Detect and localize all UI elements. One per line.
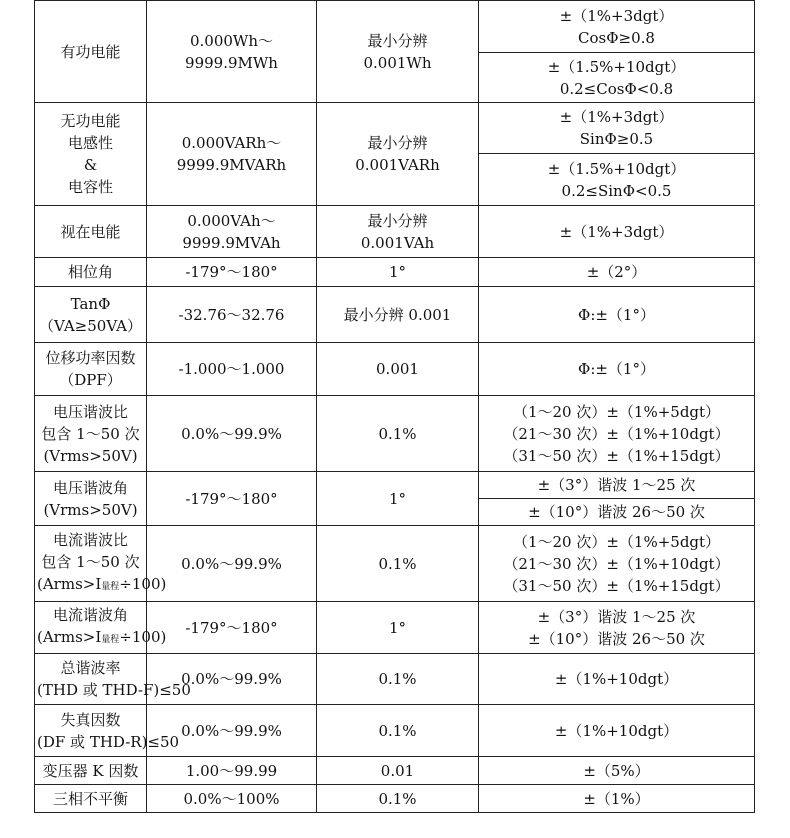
cell-resolution <box>317 602 479 654</box>
cell-line: 位移功率因数 <box>45 349 136 367</box>
cell-accuracy <box>479 654 755 705</box>
cell-name <box>35 654 191 705</box>
row-current-harmonic-ratio <box>35 526 755 602</box>
row-current-harmonic-angle <box>35 602 755 654</box>
cell-resolution <box>317 287 479 343</box>
cell-resolution <box>317 526 479 602</box>
cell-range <box>147 258 317 287</box>
cell-line: 0.000Wh～ <box>189 31 274 50</box>
row-voltage-harmonic-ratio <box>35 396 755 472</box>
cell-resolution <box>317 654 479 705</box>
cell-name <box>35 396 147 472</box>
cell-line: 1.00～99.99 <box>185 761 278 780</box>
cell-line: -179°～180° <box>185 489 278 508</box>
cell-line: 1° <box>388 263 407 281</box>
cell-accuracy <box>479 472 755 499</box>
cell-line: 0.2≤SinΦ<0.5 <box>561 181 672 200</box>
cell-name <box>35 1 147 103</box>
cell-name <box>35 757 147 785</box>
cell-line: (Vrms>50V) <box>43 500 138 519</box>
cell-line: ±（5%） <box>583 761 650 780</box>
cell-resolution <box>317 1 479 103</box>
cell-line: （VA≥50VA） <box>39 316 142 335</box>
cell-line: (DF 或 THD-R)≤50 <box>37 732 180 751</box>
cell-name <box>35 343 147 396</box>
cell-line: 0.001 <box>376 360 419 378</box>
cell-line: ±（10°）谐波 26～50 次 <box>528 503 705 521</box>
row-voltage-harmonic-angle <box>35 472 755 499</box>
cell-line: 最小分辨 0.001 <box>343 305 452 324</box>
cell-name <box>35 206 147 258</box>
cell-resolution <box>317 396 479 472</box>
cell-line: ±（3°）谐波 1～25 次 <box>537 607 696 626</box>
cell-line: （31～50 次）±（1%+15dgt） <box>503 446 730 465</box>
cell-accuracy <box>479 757 755 785</box>
cell-accuracy <box>479 206 755 258</box>
cell-line: 0.001Wh <box>363 53 432 72</box>
cell-accuracy <box>479 154 755 206</box>
row-phase-angle <box>35 258 755 287</box>
cell-line: ±（1%+10dgt） <box>554 670 679 688</box>
cell-line: SinΦ≥0.5 <box>579 130 654 148</box>
cell-line: 9999.9MWh <box>185 53 278 72</box>
cell-line: & <box>83 156 98 174</box>
cell-line: （DPF） <box>59 371 122 389</box>
row-active-energy <box>35 1 755 53</box>
cell-range <box>147 206 317 258</box>
cell-resolution <box>317 757 479 785</box>
row-unbalance <box>35 785 755 813</box>
cell-line: 0.000VAh～ <box>187 211 276 230</box>
cell-line: 无功电能 <box>60 112 121 130</box>
cell-line: -179°～180° <box>185 263 278 281</box>
cell-line: 0.001VARh <box>355 156 440 174</box>
cell-line: CosΦ≥0.8 <box>578 28 655 47</box>
cell-line: 0.0%～99.9% <box>181 721 282 740</box>
cell-range <box>147 472 317 526</box>
cell-name <box>35 287 147 343</box>
spec-table <box>34 0 755 813</box>
cell-line: 最小分辨 <box>367 211 428 230</box>
cell-line: 电流谐波角 <box>52 606 128 624</box>
cell-accuracy <box>479 103 755 154</box>
cell-line: （1～20 次）±（1%+5dgt） <box>512 402 721 421</box>
cell-line: ±（3°）谐波 1～25 次 <box>537 476 696 494</box>
row-reactive-energy <box>35 103 755 154</box>
cell-line: 最小分辨 <box>367 134 428 152</box>
cell-line: 包含 1～50 次 <box>41 553 140 571</box>
cell-accuracy <box>479 258 755 287</box>
cell-line: 0.01 <box>380 761 415 780</box>
cell-line: 相位角 <box>67 263 113 281</box>
cell-line: 总谐波率 <box>60 659 121 677</box>
cell-line: 电流谐波比 <box>52 531 128 549</box>
cell-accuracy <box>479 602 755 654</box>
row-apparent-energy <box>35 206 755 258</box>
cell-line: ±（10°）谐波 26～50 次 <box>528 629 705 648</box>
row-thd <box>35 654 755 705</box>
cell-range <box>147 526 317 602</box>
cell-line: 电容性 <box>67 178 113 196</box>
cell-line: ±（1%） <box>583 789 650 808</box>
cell-name: 电流谐波比 包含 1～50 次 (Arms>I量程÷100) <box>35 526 147 602</box>
cell-line: ±（1.5%+10dgt） <box>547 57 686 76</box>
cell-line: ±（1%+3dgt） <box>559 108 674 126</box>
cell-range <box>147 1 317 103</box>
cell-line: Φ:±（1°） <box>578 360 655 378</box>
cell-line: 9999.9MVARh <box>176 156 287 174</box>
cell-accuracy <box>479 705 755 757</box>
cell-line: (THD 或 THD-F)≤50 <box>37 681 191 699</box>
cell-line: 0.0%～99.9% <box>181 670 282 688</box>
cell-line: 0.1% <box>378 721 417 740</box>
cell-name <box>35 103 147 206</box>
cell-line: 最小分辨 <box>367 31 428 50</box>
cell-line: 0.1% <box>378 424 417 443</box>
cell-name <box>35 472 147 526</box>
cell-line: ±（2°） <box>586 263 647 281</box>
cell-accuracy <box>479 526 755 602</box>
cell-line: ±（1%+3dgt） <box>559 6 674 25</box>
cell-range <box>147 287 317 343</box>
cell-line: 0.1% <box>378 670 417 688</box>
cell-line: 0.000VARh～ <box>181 134 282 152</box>
cell-accuracy <box>479 785 755 813</box>
cell-line: TanΦ <box>70 294 111 313</box>
cell-resolution <box>317 258 479 287</box>
cell-line: 9999.9MVAh <box>182 233 281 252</box>
cell-line: ±（1.5%+10dgt） <box>547 159 686 178</box>
cell-range <box>147 785 317 813</box>
cell-line: 0.1% <box>378 554 417 573</box>
cell-accuracy <box>479 396 755 472</box>
cell-resolution <box>317 206 479 258</box>
cell-name <box>35 785 147 813</box>
cell-resolution <box>317 785 479 813</box>
cell-line: -32.76～32.76 <box>178 305 285 324</box>
row-k-factor <box>35 757 755 785</box>
cell-resolution <box>317 705 479 757</box>
cell-accuracy <box>479 1 755 53</box>
cell-line: 0.001VAh <box>360 233 435 252</box>
cell-line: （31～50 次）±（1%+15dgt） <box>503 576 730 595</box>
cell-line: -179°～180° <box>185 618 278 637</box>
cell-line: -1.000～1.000 <box>178 360 285 378</box>
cell-line: 有功电能 <box>60 42 121 61</box>
cell-line: 0.0%～100% <box>183 789 280 808</box>
cell-accuracy <box>479 287 755 343</box>
cell-line: 1° <box>388 618 407 637</box>
row-dpf <box>35 343 755 396</box>
cell-line: （21～30 次）±（1%+10dgt） <box>503 424 730 443</box>
cell-range <box>147 602 317 654</box>
cell-accuracy <box>479 343 755 396</box>
cell-line: 0.2≤CosΦ<0.8 <box>559 79 674 98</box>
cell-line: ±（1%+10dgt） <box>554 721 679 740</box>
cell-line: 包含 1～50 次 <box>41 424 140 443</box>
cell-line: 失真因数 <box>60 710 121 729</box>
cell-line: 1° <box>388 489 407 508</box>
cell-resolution <box>317 103 479 206</box>
cell-name <box>35 705 180 757</box>
cell-range <box>147 757 317 785</box>
cell-range <box>147 103 317 206</box>
cell-name: 电流谐波角 (Arms>I量程÷100) <box>35 602 147 654</box>
cell-line: 0.0%～99.9% <box>181 554 282 573</box>
cell-line: 视在电能 <box>60 222 121 241</box>
cell-range <box>147 343 317 396</box>
cell-accuracy <box>479 499 755 526</box>
cell-line: 电感性 <box>67 134 113 152</box>
row-distortion-factor <box>35 705 755 757</box>
cell-line: （21～30 次）±（1%+10dgt） <box>503 554 730 573</box>
cell-line: 电压谐波角 <box>52 478 128 497</box>
cell-line: 电压谐波比 <box>52 402 128 421</box>
cell-accuracy <box>479 53 755 103</box>
row-tan-phi <box>35 287 755 343</box>
cell-resolution <box>317 472 479 526</box>
cell-line: 三相不平衡 <box>52 789 128 808</box>
cell-line: （1～20 次）±（1%+5dgt） <box>512 532 721 551</box>
cell-resolution <box>317 343 479 396</box>
cell-line: Φ:±（1°） <box>578 305 655 324</box>
cell-line: (Vrms>50V) <box>43 446 138 465</box>
cell-line: 0.1% <box>378 789 417 808</box>
cell-line: ±（1%+3dgt） <box>559 222 674 241</box>
cell-line: 0.0%～99.9% <box>181 424 282 443</box>
cell-name <box>35 258 147 287</box>
cell-line: 变压器 K 因数 <box>42 761 139 780</box>
cell-range <box>147 396 317 472</box>
